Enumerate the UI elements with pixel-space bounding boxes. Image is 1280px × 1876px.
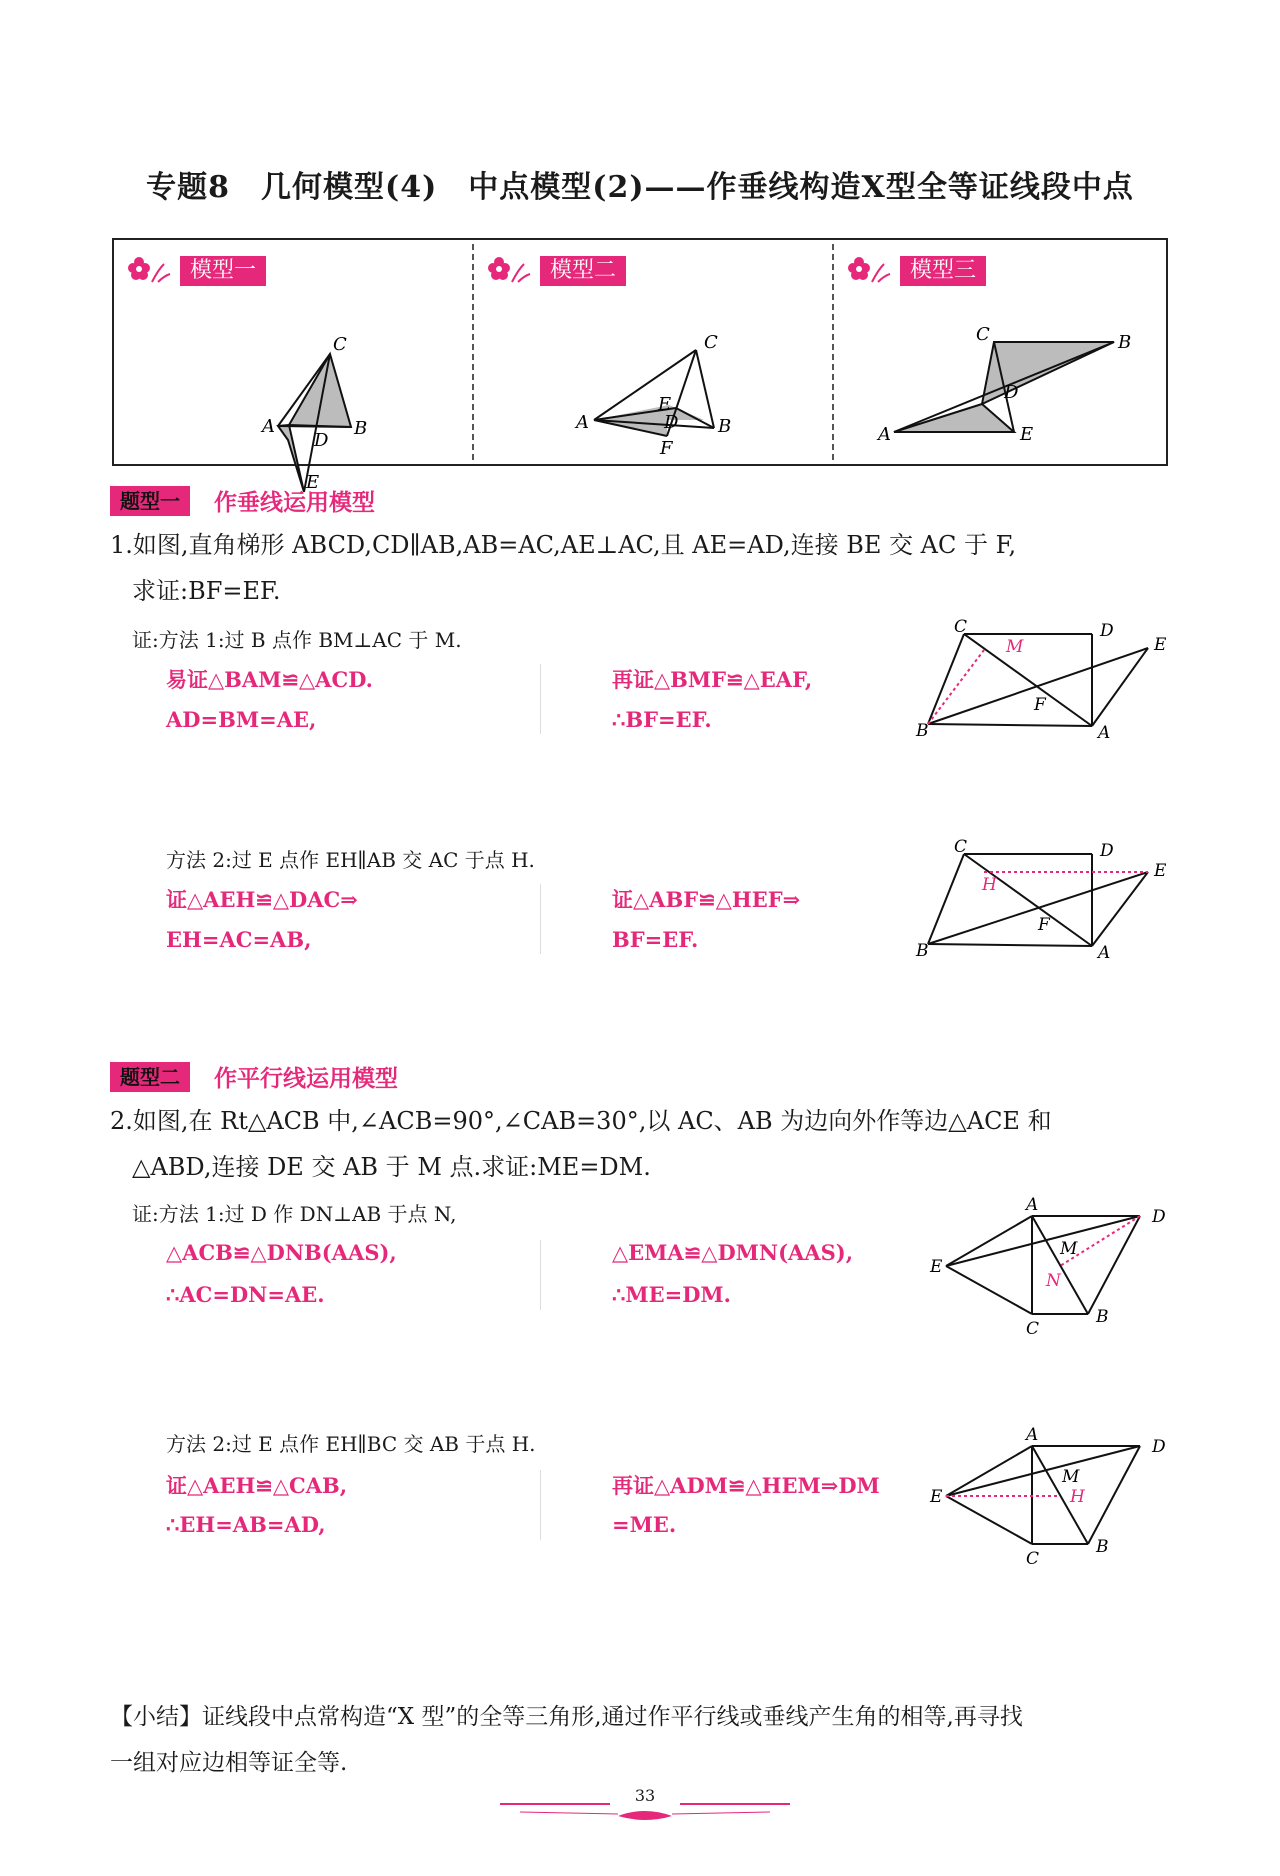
- flower-icon: [484, 252, 534, 290]
- point-label: B: [1096, 1307, 1109, 1327]
- point-label: B: [1118, 332, 1132, 353]
- proof-step: ∴EH=AB=AD,: [166, 1512, 326, 1537]
- model-one-figure: [234, 320, 444, 493]
- proof-step: 再证△ADM≌△HEM⇒DM: [612, 1473, 880, 1498]
- point-label: E: [1020, 424, 1034, 445]
- model-one: [114, 240, 472, 493]
- proof-step: △EMA≌△DMN(AAS),: [612, 1240, 854, 1265]
- problem-line: △ABD,连接 DE 交 AB 于 M 点.求证:ME=DM.: [132, 1153, 651, 1181]
- point-label: E: [1154, 861, 1167, 881]
- method-heading: 方法 2:过 E 点作 EH∥AB 交 AC 于点 H.: [166, 848, 535, 872]
- point-label: C: [954, 837, 968, 857]
- point-label: E: [930, 1257, 943, 1277]
- figure-1-method-1: [916, 617, 1180, 744]
- point-label: D: [1004, 382, 1019, 403]
- proof-step: AD=BM=AE,: [166, 707, 317, 732]
- point-label: M: [1060, 1239, 1078, 1259]
- summary-line: 【小结】证线段中点常构造“X 型”的全等三角形,通过作平行线或垂线产生角的相等,再寻找: [110, 1704, 1023, 1730]
- point-label: N: [1046, 1271, 1061, 1291]
- proof-step: 再证△BMF≌△EAF,: [612, 667, 813, 692]
- point-label: B: [354, 418, 368, 439]
- models-panel: [112, 238, 1168, 493]
- summary: [110, 1694, 1170, 1786]
- point-label: M: [1062, 1467, 1080, 1487]
- point-label: D: [1100, 621, 1114, 641]
- model-label: 模型二: [540, 256, 626, 286]
- problem-line: 求证:BF=EF.: [132, 577, 281, 605]
- proof-step: =ME.: [612, 1512, 677, 1537]
- point-label: B: [1096, 1537, 1109, 1557]
- proof-step: ∴ME=DM.: [612, 1282, 731, 1307]
- section-one-header: [110, 484, 375, 517]
- point-label: C: [976, 324, 990, 345]
- proof-step: 易证△BAM≌△ACD.: [166, 667, 373, 692]
- problem-line: 1.如图,直角梯形 ABCD,CD∥AB,AB=AC,AE⊥AC,且 AE=AD,连接 BE 交 AC 于 F,: [110, 531, 1017, 559]
- question-type-title: 作平行线运用模型: [214, 1066, 398, 1092]
- model-two-figure: [564, 310, 814, 460]
- point-label: M: [1006, 637, 1024, 657]
- point-label: C: [1026, 1319, 1040, 1339]
- point-label: D: [1152, 1437, 1166, 1457]
- divider: [540, 664, 541, 734]
- figure-2-method-1: [920, 1194, 1180, 1344]
- question-type-badge: 题型一: [110, 486, 190, 516]
- page-title: 专题8 几何模型(4) 中点模型(2)——作垂线构造X型全等证线段中点: [146, 170, 1134, 205]
- point-label: C: [954, 617, 968, 637]
- proof-step: 证△AEH≌△DAC⇒: [166, 887, 358, 912]
- point-label: D: [314, 430, 329, 451]
- point-label: A: [878, 424, 891, 445]
- figure-1-method-2: [916, 837, 1180, 964]
- divider: [540, 1240, 541, 1310]
- model-label: 模型一: [180, 256, 266, 286]
- point-label: A: [1026, 1425, 1039, 1445]
- point-label: F: [1034, 695, 1046, 715]
- proof-step: BF=EF.: [612, 927, 699, 952]
- model-three-figure: [874, 310, 1164, 460]
- proof-step: EH=AC=AB,: [166, 927, 312, 952]
- point-label: C: [1026, 1549, 1040, 1569]
- point-label: B: [916, 941, 929, 961]
- problem-one: [110, 522, 1170, 614]
- proof-step: 证△AEH≌△CAB,: [166, 1473, 348, 1498]
- figure-2-method-2: [920, 1424, 1180, 1574]
- flower-icon: [124, 252, 174, 290]
- method-heading: 证:方法 1:过 B 点作 BM⊥AC 于 M.: [132, 628, 462, 652]
- divider: [540, 884, 541, 954]
- point-label: F: [1038, 915, 1050, 935]
- point-label: A: [262, 416, 275, 437]
- point-label: D: [1100, 841, 1114, 861]
- point-label: E: [658, 394, 672, 415]
- point-label: E: [1154, 635, 1167, 655]
- point-label: A: [1098, 943, 1111, 963]
- problem-line: 2.如图,在 Rt△ACB 中,∠ACB=90°,∠CAB=30°,以 AC、AB 为边向外作等边△ACE 和: [110, 1107, 1052, 1135]
- point-label: A: [1098, 723, 1111, 743]
- summary-line: 一组对应边相等证全等.: [110, 1750, 348, 1776]
- point-label: D: [1152, 1207, 1166, 1227]
- proof-step: 证△ABF≌△HEF⇒: [612, 887, 801, 912]
- point-label: E: [306, 472, 320, 493]
- point-label: B: [718, 416, 732, 437]
- point-label: A: [576, 412, 589, 433]
- proof-step: ∴AC=DN=AE.: [166, 1282, 325, 1307]
- page-number: 33: [634, 1786, 656, 1805]
- model-label: 模型三: [900, 256, 986, 286]
- problem-two: [110, 1098, 1170, 1190]
- proof-step: ∴BF=EF.: [612, 707, 712, 732]
- question-type-badge: 题型二: [110, 1062, 190, 1092]
- point-label: C: [333, 334, 347, 355]
- point-label: D: [664, 412, 679, 433]
- model-two: [474, 240, 832, 464]
- method-heading: 方法 2:过 E 点作 EH∥BC 交 AB 于点 H.: [166, 1432, 536, 1456]
- question-type-title: 作垂线运用模型: [214, 490, 375, 516]
- point-label: H: [1070, 1487, 1085, 1507]
- section-two-header: [110, 1060, 398, 1093]
- point-label: H: [982, 875, 997, 895]
- divider: [540, 1470, 541, 1540]
- point-label: C: [704, 332, 718, 353]
- method-heading: 证:方法 1:过 D 作 DN⊥AB 于点 N,: [132, 1202, 457, 1226]
- flower-icon: [844, 252, 894, 290]
- model-three: [834, 240, 1168, 464]
- point-label: F: [660, 438, 673, 459]
- point-label: A: [1026, 1195, 1039, 1215]
- proof-step: △ACB≌△DNB(AAS),: [166, 1240, 397, 1265]
- point-label: E: [930, 1487, 943, 1507]
- point-label: B: [916, 721, 929, 741]
